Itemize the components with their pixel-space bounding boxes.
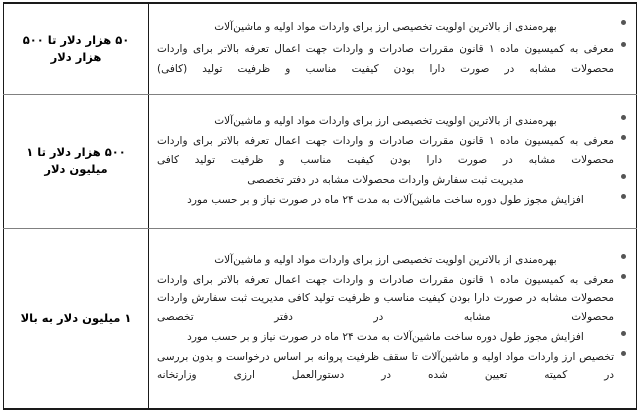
benefit-text: تخصیص ارز واردات مواد اولیه و ماشین‌آلات تا سقف ظرفیت پروانه بر اساس درخواست و بدون بررسی در کمیته تعیین شده در دستورالعمل ارزی وزارتخانه bbox=[157, 350, 614, 382]
benefit-text: بهره‌مندی از بالاترین اولویت تخصیصی ارز برای واردات مواد اولیه و ماشین‌آلات bbox=[214, 21, 557, 34]
bullet-icon bbox=[621, 42, 626, 47]
list-item bbox=[155, 112, 628, 131]
range-label: ۱ میلیون دلار به بالا bbox=[20, 310, 132, 325]
benefits-cell bbox=[149, 229, 637, 409]
benefit-text: افزایش مجوز طول دوره ساخت ماشین‌آلات به مدت ۲۴ ماه در صورت نیاز و بر حسب مورد bbox=[187, 193, 584, 206]
benefits-cell bbox=[149, 3, 637, 94]
bullet-icon bbox=[621, 135, 626, 140]
benefits-cell bbox=[149, 94, 637, 228]
benefit-text: بهره‌مندی از بالاترین اولویت تخصیصی ارز برای واردات مواد اولیه و ماشین‌آلات bbox=[214, 254, 557, 267]
bullet-icon bbox=[621, 351, 626, 356]
list-item bbox=[155, 251, 628, 270]
range-label: ۵۰ هزار دلار تا ۵۰۰ هزار دلار bbox=[22, 32, 130, 64]
bullet-icon bbox=[621, 254, 626, 259]
benefit-text: معرفی به کمیسیون ماده ۱ قانون مقررات صادرات و واردات جهت اعمال تعرفه بالاتر برای واردات محصولات مشابه در صورت دارا بودن کیفیت مناسب و ظرفیت تولید کافی مدیریت ثبت سفارش واردات محصولات مشابه در دفتر تخصصی bbox=[157, 273, 614, 324]
list-item bbox=[155, 348, 628, 385]
investment-benefits-table bbox=[3, 2, 637, 410]
list-item bbox=[155, 191, 628, 210]
bullet-icon bbox=[621, 331, 626, 336]
list-item bbox=[155, 39, 628, 80]
list-item bbox=[155, 171, 628, 190]
bullet-icon bbox=[621, 115, 626, 120]
benefits-list bbox=[155, 251, 628, 385]
list-item bbox=[155, 17, 628, 37]
bullet-icon bbox=[621, 174, 626, 179]
benefit-text: مدیریت ثبت سفارش واردات محصولات مشابه در دفتر تخصصی bbox=[247, 173, 524, 186]
table-body bbox=[4, 3, 637, 409]
table-row bbox=[4, 3, 637, 94]
list-item bbox=[155, 328, 628, 347]
benefits-list bbox=[155, 112, 628, 209]
range-cell bbox=[4, 229, 149, 409]
benefit-text: معرفی به کمیسیون ماده ۱ قانون مقررات صادرات و واردات جهت اعمال تعرفه بالاتر برای واردات محصولات مشابه در صورت دارا بودن کیفیت مناسب و ظرفیت تولید کافی bbox=[157, 135, 614, 166]
range-cell bbox=[4, 94, 149, 228]
benefit-text: افزایش مجوز طول دوره ساخت ماشین‌آلات به مدت ۲۴ ماه در صورت نیاز و بر حسب مورد bbox=[187, 330, 584, 343]
bullet-icon bbox=[621, 20, 626, 25]
table-row bbox=[4, 229, 637, 409]
bullet-icon bbox=[621, 274, 626, 279]
range-label: ۵۰۰ هزار دلار تا ۱ میلیون دلار bbox=[26, 145, 126, 177]
list-item bbox=[155, 271, 628, 327]
benefit-text: معرفی به کمیسیون ماده ۱ قانون مقررات صادرات و واردات جهت اعمال تعرفه بالاتر برای واردات محصولات مشابه در صورت دارا بودن کیفیت مناسب و ظرفیت تولید (کافی) bbox=[157, 42, 614, 76]
range-cell bbox=[4, 3, 149, 94]
benefit-text: بهره‌مندی از بالاترین اولویت تخصیصی ارز برای واردات مواد اولیه و ماشین‌آلات bbox=[214, 115, 557, 128]
table-row bbox=[4, 94, 637, 228]
benefits-list bbox=[155, 17, 628, 79]
bullet-icon bbox=[621, 194, 626, 199]
list-item bbox=[155, 132, 628, 170]
